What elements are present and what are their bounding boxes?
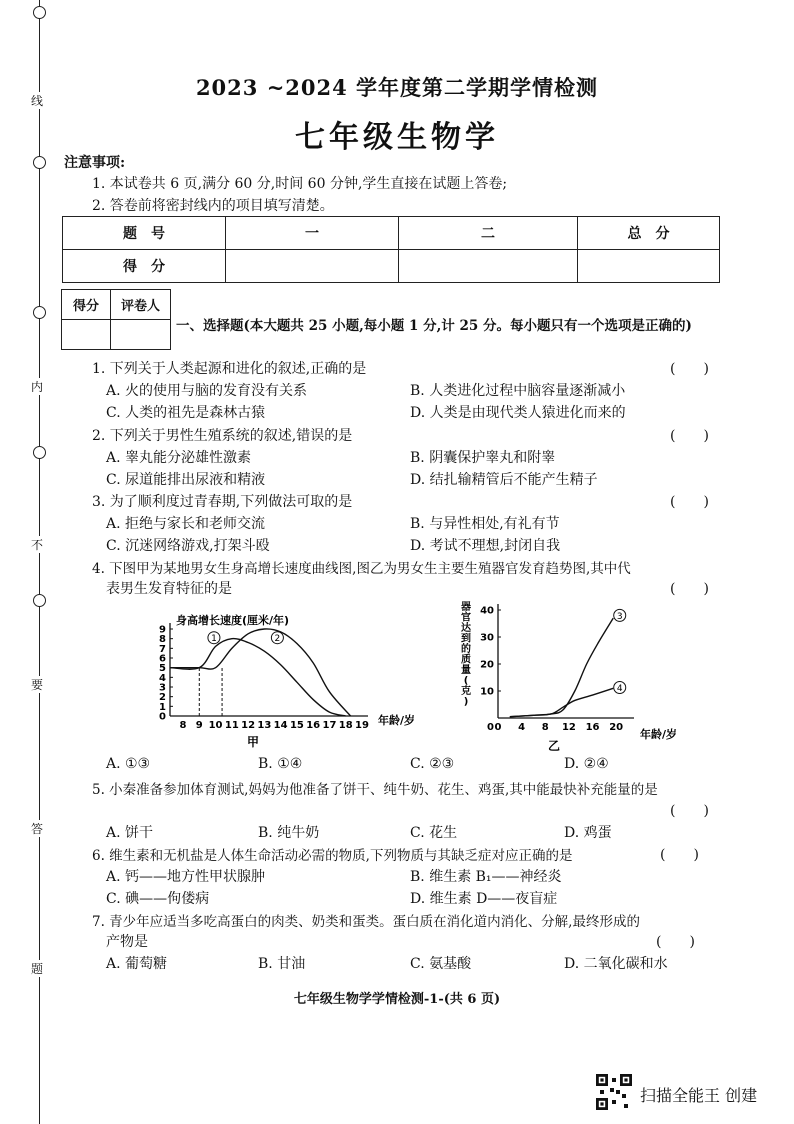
x-tick-label: 11 [224,720,239,731]
y-tick-label: 8 [159,634,166,646]
y-tick-label: 9 [159,624,166,636]
y-tick-label: 30 [480,632,494,644]
chart-yi [450,598,700,753]
x-tick-label: 13 [257,720,272,731]
option-a: A. 钙——地方性甲状腺肿 [106,869,266,885]
x-tick-label: 14 [273,720,288,731]
question-stem: 3. 为了顺利度过青春期,下列做法可取的是 [92,494,353,510]
grader-table [61,289,171,350]
series-line-1 [510,618,613,717]
option-a: A. 饼干 [106,825,154,841]
question-stem: 产物是 [106,934,148,950]
answer-blank[interactable]: ( ) [670,361,709,377]
binding-label: 题 [31,962,44,976]
option-b: B. 人类进化过程中脑容量逐渐减小 [410,383,626,399]
notice-item: 1. 本试卷共 6 页,满分 60 分,时间 60 分钟,学生直接在试题上答卷; [92,176,508,192]
option-b: B. ①④ [258,756,303,772]
binding-label: 答 [31,822,44,836]
x-tick-label: 10 [208,720,223,731]
x-tick-label: 16 [585,722,600,733]
x-axis-label: 年龄/岁 [640,728,678,741]
option-c: C. 沉迷网络游戏,打架斗殴 [106,538,270,554]
option-d: D. 人类是由现代类人猿进化而来的 [410,405,626,421]
answer-blank[interactable]: ( ) [670,581,709,597]
binding-label: 不 [31,538,44,552]
binding-hole [33,594,46,607]
y-axis-label: 器官达到的质量(克) [461,602,471,708]
score-table-header: 一 [226,217,399,250]
x-tick-label: 16 [306,720,321,731]
chart-plot [170,629,351,716]
option-a: A. 拒绝与家长和老师交流 [106,516,266,532]
x-tick-label: 15 [289,720,304,731]
answer-blank[interactable]: ( ) [656,934,695,950]
grader-name-label: 评卷人 [111,290,171,320]
question-stem: 6. 维生素和无机盐是人体生命活动必需的物质,下列物质与其缺乏症对应正确的是 [92,848,573,864]
origin-label: 0 [487,722,494,733]
section-heading: 一、选择题(本大题共 25 小题,每小题 1 分,计 25 分。每小题只有一个选项是正确的) [176,318,692,334]
x-tick-label: 8 [179,720,187,731]
exam-subject: 七年级生物学 [295,120,499,155]
answer-blank[interactable]: ( ) [670,494,709,510]
option-a: A. 葡萄糖 [106,956,168,972]
option-c: C. ②③ [410,756,455,772]
binding-label: 内 [31,380,44,394]
x-tick-label: 9 [195,720,203,731]
option-d: D. 维生素 D——夜盲症 [410,891,558,907]
option-d: D. ②④ [564,756,609,772]
notice-item: 2. 答卷前将密封线内的项目填写清楚。 [92,198,334,214]
option-d: D. 二氧化碳和水 [564,956,668,972]
notice-heading: 注意事项: [64,155,126,171]
binding-hole [33,446,46,459]
option-c: C. 花生 [410,825,458,841]
y-tick-label: 0 [159,711,166,723]
x-tick-label: 4 [518,722,526,733]
series-line-2 [510,688,613,716]
option-c: C. 氨基酸 [410,956,472,972]
score-table-header: 二 [399,217,578,250]
binding-hole [33,306,46,319]
option-d: D. 结扎输精管后不能产生精子 [410,472,598,488]
scan-watermark: 扫描全能王 创建 [640,1086,758,1105]
series-line-2 [170,629,351,716]
y-tick-label: 20 [480,659,494,671]
chart-caption: 甲 [247,735,260,749]
option-a: A. 火的使用与脑的发育没有关系 [106,383,308,399]
score-table-header: 题 号 [63,217,226,250]
x-tick-label: 12 [241,720,256,731]
grader-score-cell[interactable] [62,320,111,350]
y-tick-label: 2 [159,692,166,704]
x-axis-label: 年龄/岁 [378,714,416,727]
x-tick-label: 0 [494,722,502,733]
grader-name-cell[interactable] [111,320,171,350]
score-cell[interactable] [399,250,578,283]
series-label: 2 [274,634,281,645]
binding-label: 要 [31,678,44,692]
question-stem: 7. 青少年应适当多吃高蛋白的肉类、奶类和蛋类。蛋白质在消化道内消化、分解,最终形成的 [92,914,640,930]
x-tick-label: 18 [338,720,353,731]
option-b: B. 阴囊保护睾丸和附睾 [410,450,556,466]
score-cell[interactable] [226,250,399,283]
y-tick-label: 1 [159,701,166,713]
question-stem: 2. 下列关于男性生殖系统的叙述,错误的是 [92,428,353,444]
binding-hole [33,156,46,169]
page-footer: 七年级生物学学情检测-1-(共 6 页) [293,992,501,1007]
y-tick-label: 6 [159,653,166,665]
chart-caption: 乙 [548,739,561,753]
question-stem: 4. 下图甲为某地男女生身高增长速度曲线图,图乙为男女生主要生殖器官发育趋势图,其中代 [92,561,631,577]
chart-plot [510,609,626,716]
answer-blank[interactable]: ( ) [660,847,699,863]
chart-title: 身高增长速度(厘米/年) [176,614,290,627]
score-table-label: 得 分 [63,250,226,283]
binding-label: 线 [31,94,44,108]
y-tick-label: 4 [159,672,166,684]
grader-score-label: 得分 [62,290,111,320]
option-b: B. 维生素 B₁——神经炎 [410,869,562,885]
question-stem: 1. 下列关于人类起源和进化的叙述,正确的是 [92,361,367,377]
option-b: B. 与异性相处,有礼有节 [410,516,560,532]
option-c: C. 碘——佝偻病 [106,891,210,907]
option-b: B. 纯牛奶 [258,825,320,841]
answer-blank[interactable]: ( ) [670,803,709,819]
option-c: C. 人类的祖先是森林古猿 [106,405,266,421]
y-tick-label: 40 [480,605,494,617]
score-table-header: 总 分 [578,217,720,250]
question-stem: 表男生发育特征的是 [106,581,232,597]
score-table [62,216,720,283]
y-tick-label: 3 [159,682,166,694]
y-tick-label: 5 [159,663,166,675]
series-label: 1 [211,634,217,645]
x-tick-label: 17 [322,720,337,731]
chart-jia [150,602,430,750]
score-cell[interactable] [578,250,720,283]
series-label: 3 [616,611,623,622]
option-d: D. 考试不理想,封闭自我 [410,538,561,554]
option-d: D. 鸡蛋 [564,825,612,841]
binding-hole [33,6,46,19]
question-stem: 5. 小秦准备参加体育测试,妈妈为他准备了饼干、纯牛奶、花生、鸡蛋,其中能最快补充能量的是 [92,782,658,798]
x-tick-label: 19 [355,720,369,731]
exam-title: 2023 ~2024 学年度第二学期学情检测 [195,75,599,100]
series-label: 4 [616,683,623,694]
x-tick-label: 8 [541,722,549,733]
y-tick-label: 7 [159,643,166,655]
x-tick-label: 12 [561,722,576,733]
y-tick-label: 10 [480,686,494,698]
x-tick-label: 20 [609,722,624,733]
option-a: A. ①③ [106,756,151,772]
answer-blank[interactable]: ( ) [670,428,709,444]
option-b: B. 甘油 [258,956,306,972]
series-line-1 [170,639,346,716]
option-a: A. 睾丸能分泌雄性激素 [106,450,252,466]
qr-code-icon [596,1074,632,1110]
option-c: C. 尿道能排出尿液和精液 [106,472,266,488]
